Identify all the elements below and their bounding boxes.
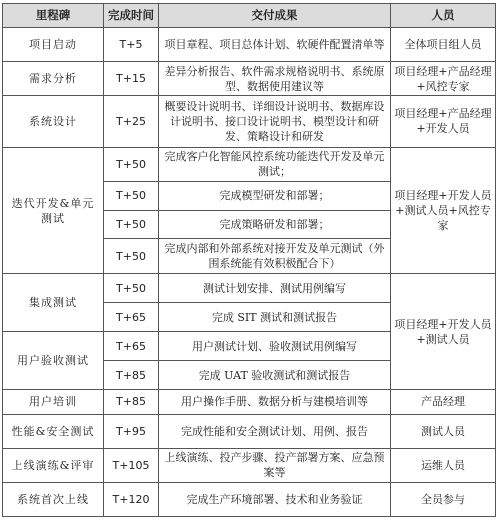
header-deliverables: 交付成果	[159, 4, 391, 28]
deliverables-cell: 完成性能和安全测试计划、用例、报告	[159, 414, 391, 448]
milestone-cell: 性能&安全测试	[3, 414, 104, 448]
deliverables-cell: 完成生产环境部署、技术和业务验证	[159, 482, 391, 516]
table-row	[3, 274, 496, 303]
milestone-cell: 上线演练&评审	[3, 448, 104, 482]
time-cell: T+65	[104, 303, 159, 332]
milestone-cell: 项目启动	[3, 28, 104, 62]
deliverables-cell: 完成策略研发和部署；	[159, 210, 391, 239]
personnel-cell: 项目经理+开发人员+测试人员+风控专家	[391, 147, 496, 274]
time-cell: T+50	[104, 239, 159, 274]
deliverables-cell: 完成客户化智能风控系统功能迭代开发及单元测试；	[159, 147, 391, 181]
milestone-cell: 需求分析	[3, 62, 104, 96]
milestone-table	[2, 3, 496, 517]
milestone-cell: 系统首次上线	[3, 482, 104, 516]
time-cell: T+15	[104, 62, 159, 96]
table-row	[3, 62, 496, 96]
time-cell: T+5	[104, 28, 159, 62]
deliverables-cell: 完成 UAT 验收测试和测试报告	[159, 361, 391, 390]
personnel-cell: 运维人员	[391, 448, 496, 482]
deliverables-cell: 用户操作手册、数据分析与建模培训等	[159, 389, 391, 414]
time-cell: T+120	[104, 482, 159, 516]
time-cell: T+50	[104, 181, 159, 210]
personnel-cell: 测试人员	[391, 414, 496, 448]
table-row	[3, 448, 496, 482]
deliverables-cell: 项目章程、项目总体计划、软硬件配置清单等	[159, 28, 391, 62]
table-row	[3, 414, 496, 448]
personnel-cell: 项目经理+产品经理+风控专家	[391, 62, 496, 96]
deliverables-cell: 差异分析报告、软件需求规格说明书、系统原型、数据使用建议等	[159, 62, 391, 96]
time-cell: T+25	[104, 96, 159, 148]
time-cell: T+50	[104, 147, 159, 181]
milestone-cell: 用户验收测试	[3, 332, 104, 390]
time-cell: T+95	[104, 414, 159, 448]
milestone-cell: 系统设计	[3, 96, 104, 148]
table-header	[3, 4, 496, 28]
time-cell: T+50	[104, 274, 159, 303]
header-time: 完成时间	[104, 4, 159, 28]
table-row	[3, 147, 496, 181]
time-cell: T+85	[104, 389, 159, 414]
personnel-cell: 全体项目组人员	[391, 28, 496, 62]
personnel-cell: 项目经理+产品经理+开发人员	[391, 96, 496, 148]
milestone-cell: 集成测试	[3, 274, 104, 332]
table-row	[3, 389, 496, 414]
table-row	[3, 96, 496, 148]
time-cell: T+65	[104, 332, 159, 361]
deliverables-cell: 完成 SIT 测试和测试报告	[159, 303, 391, 332]
deliverables-cell: 概要设计说明书、详细设计说明书、数据库设计说明书、接口设计说明书、模型设计和研发、策略设计和研发	[159, 96, 391, 148]
milestone-cell: 迭代开发&单元测试	[3, 147, 104, 274]
deliverables-cell: 完成内部和外部系统对接开发及单元测试（外围系统能有效积极配合下）	[159, 239, 391, 274]
deliverables-cell: 测试计划安排、测试用例编写	[159, 274, 391, 303]
table-row	[3, 482, 496, 516]
milestone-cell: 用户培训	[3, 389, 104, 414]
header-milestone: 里程碑	[3, 4, 104, 28]
table-row	[3, 28, 496, 62]
time-cell: T+50	[104, 210, 159, 239]
deliverables-cell: 完成模型研发和部署；	[159, 181, 391, 210]
deliverables-cell: 上线演练、投产步骤、投产部署方案、应急预案等	[159, 448, 391, 482]
time-cell: T+105	[104, 448, 159, 482]
time-cell: T+85	[104, 361, 159, 390]
deliverables-cell: 用户测试计划、验收测试用例编写	[159, 332, 391, 361]
personnel-cell: 全员参与	[391, 482, 496, 516]
header-personnel: 人员	[391, 4, 496, 28]
personnel-cell: 项目经理+开发人员+测试人员	[391, 274, 496, 390]
personnel-cell: 产品经理	[391, 389, 496, 414]
